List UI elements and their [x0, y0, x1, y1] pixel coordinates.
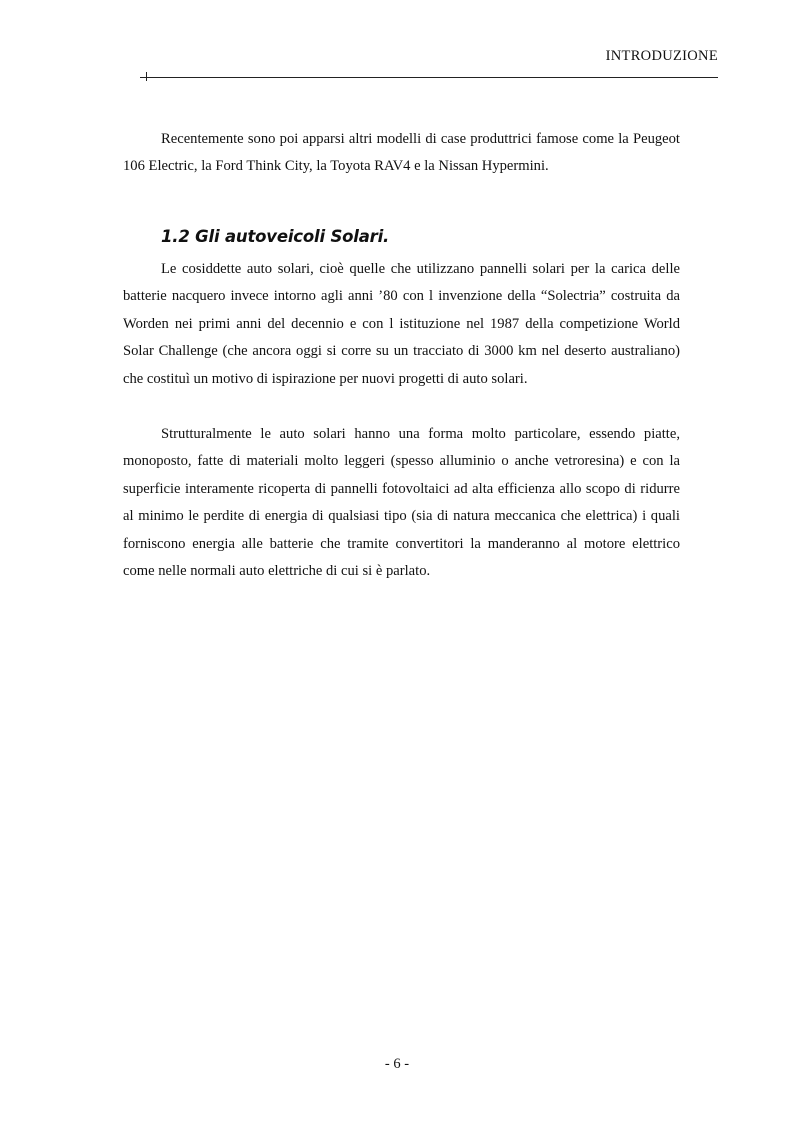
- running-header-title: INTRODUZIONE: [605, 48, 718, 64]
- intro-paragraph: Recentemente sono poi apparsi altri modelli di case produttrici famose come la Peugeot 106 Electric, la Ford Think City, la Toyota RAV4 e la Nissan Hypermini.: [123, 131, 680, 175]
- header-rule: [140, 77, 718, 78]
- header-tick-mark: [146, 72, 147, 81]
- section-paragraph-2: Strutturalmente le auto solari hanno una forma molto particolare, essendo piatte, monoposto, fatte di materiali molto leggeri (spesso alluminio o anche vetroresina) e con la superficie interamente ricoperta di pannelli fotovoltaici ad alta efficienza allo scopo di ridurre al minimo le perdite di energia di qualsiasi tipo (sia di natura meccanica che elettrica) i quali forniscono energia alle batterie che tramite convertitori la manderanno al motore elettrico come nelle normali auto elettriche di cui si è parlato.: [123, 426, 680, 580]
- section-heading: 1.2 Gli autoveicoli Solari.: [161, 227, 390, 246]
- section-paragraph-1: Le cosiddette auto solari, cioè quelle che utilizzano pannelli solari per la carica delle batterie nacquero invece intorno agli anni ’80 con l invenzione della “Solectria” costruita da Worden nei primi anni del decennio e con l istituzione nel 1987 della competizione World Solar Challenge (che ancora oggi si corre su un tracciato di 3000 km nel deserto australiano) che costituì un motivo di ispirazione per nuovi progetti di auto solari.: [123, 261, 680, 387]
- page-number: - 6 -: [384, 1056, 410, 1072]
